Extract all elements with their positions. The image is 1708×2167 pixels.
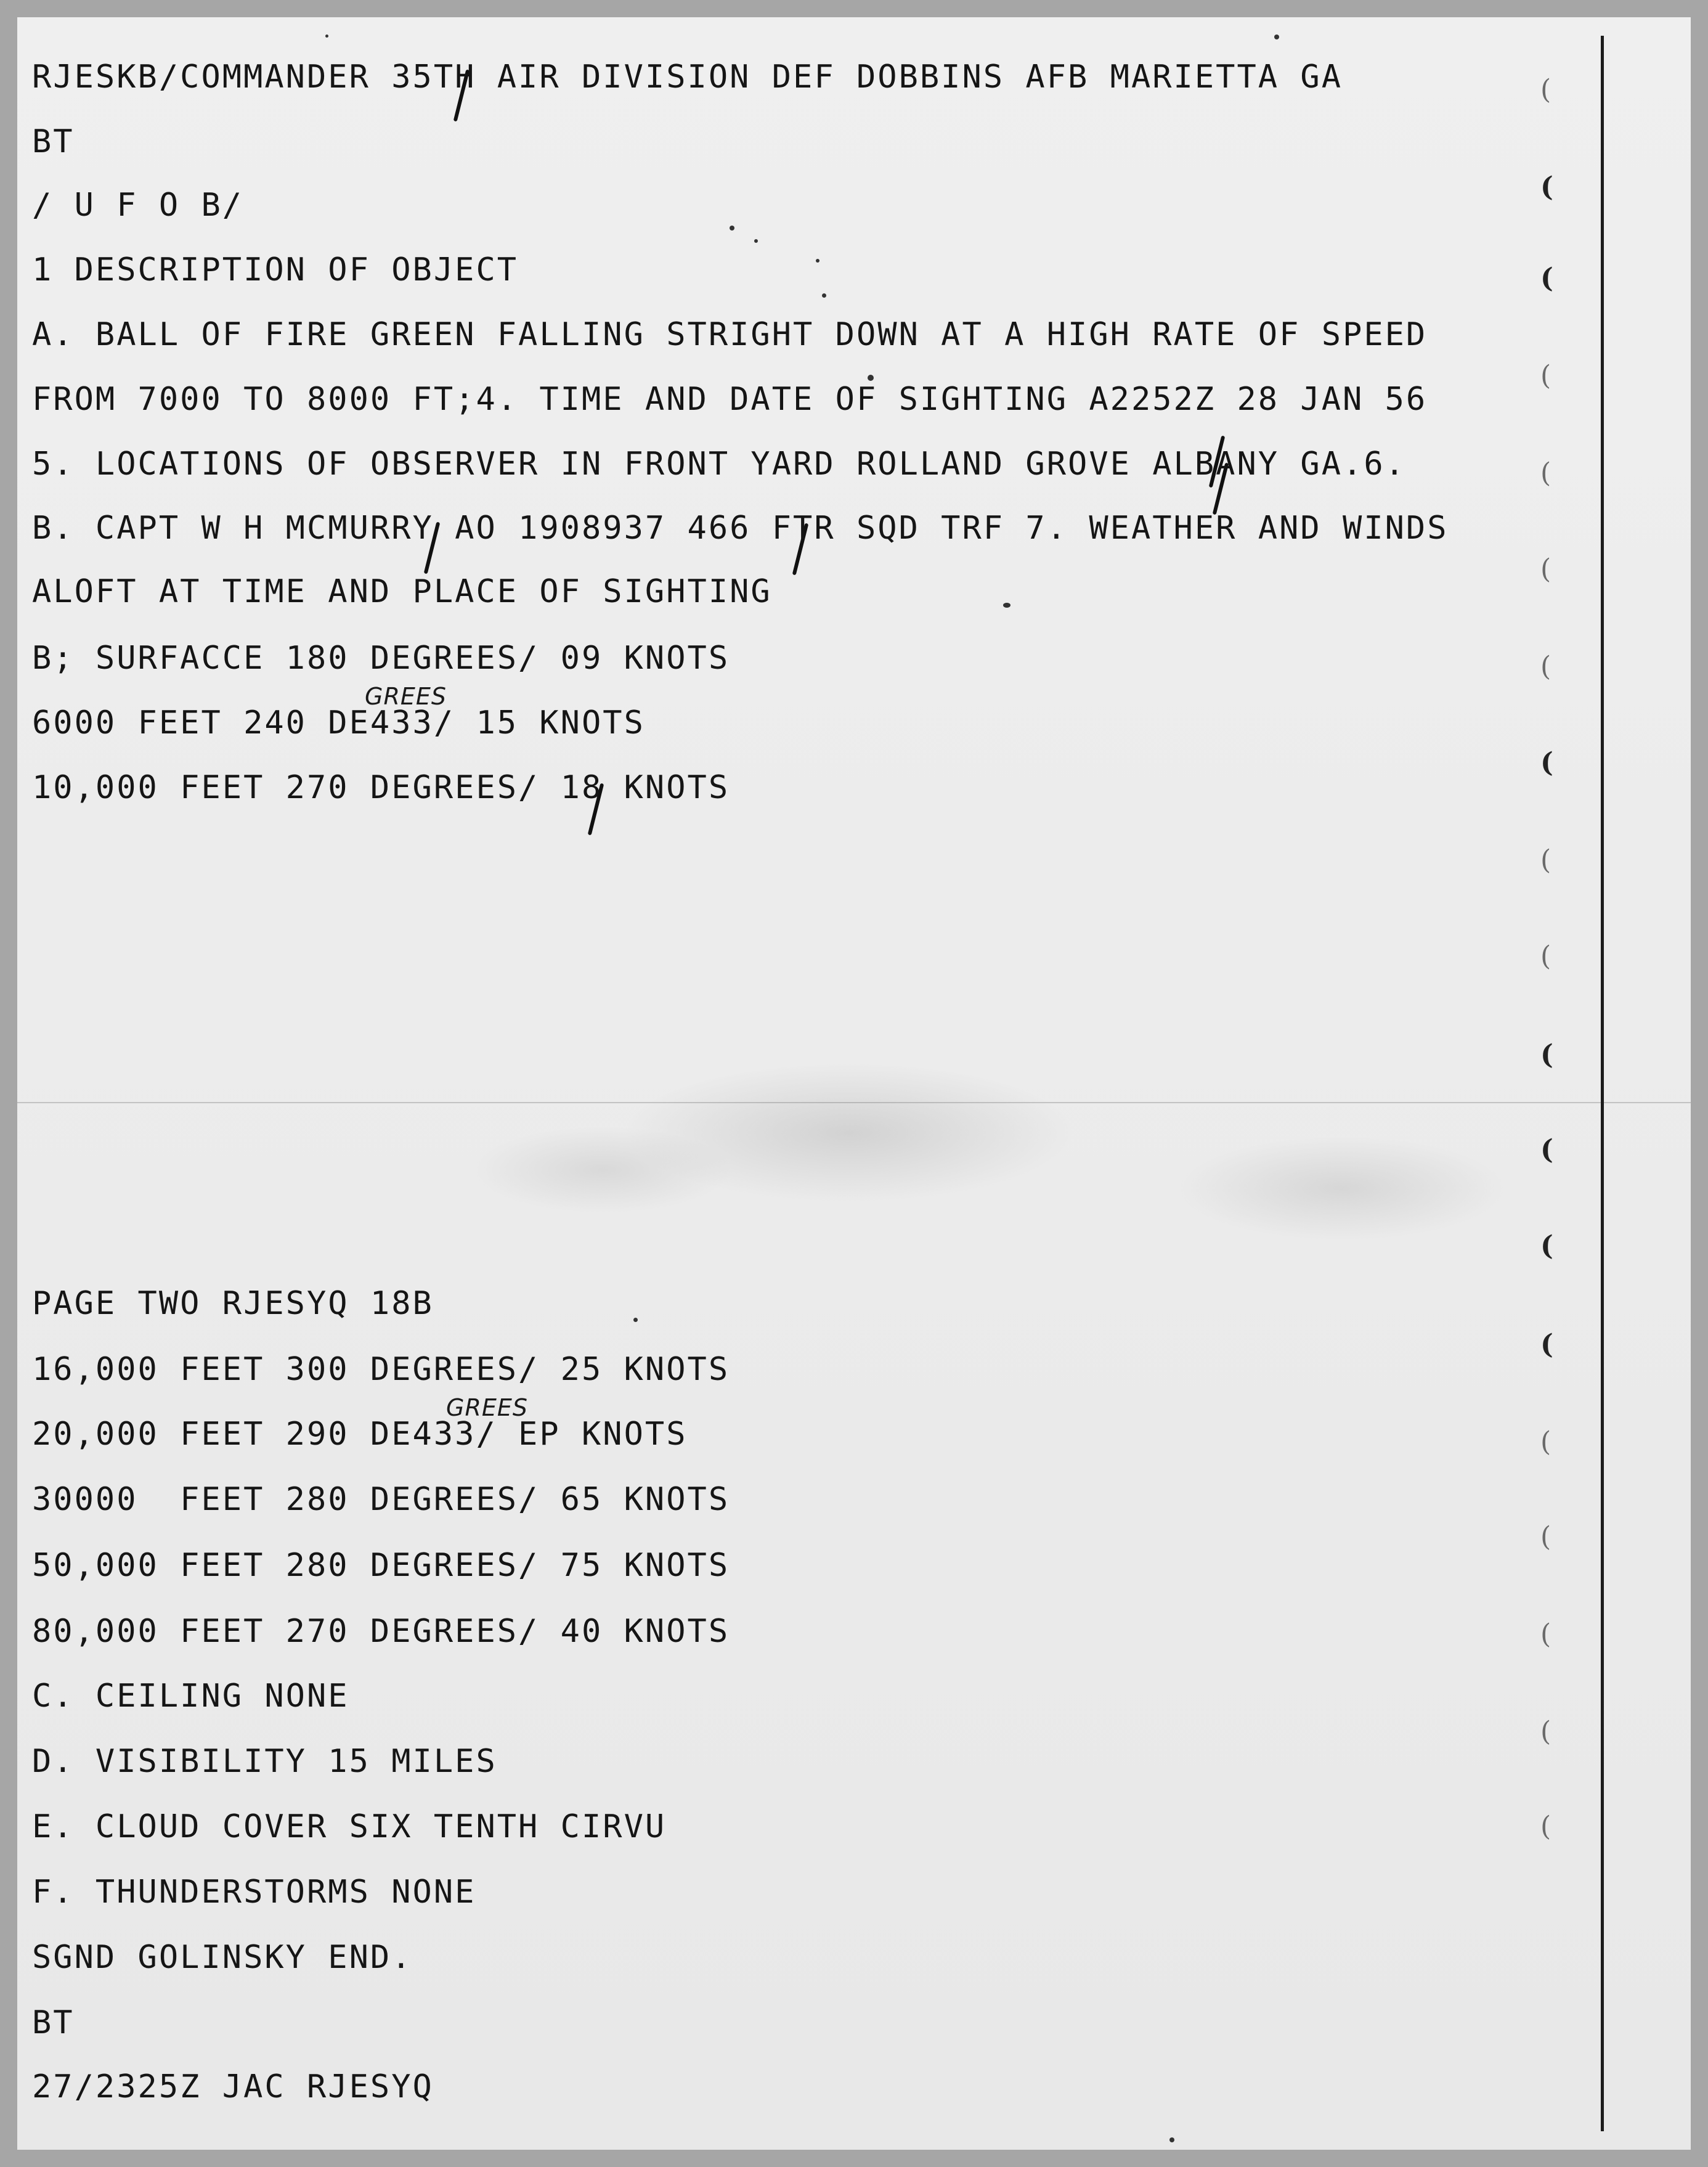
margin-tick: ( [1540, 171, 1553, 203]
signature-line: SGND GOLINSKY END. [32, 1939, 413, 1976]
margin-tick: ( [1540, 1329, 1553, 1360]
body-line: 20,000 FEET 290 DE433/ EP KNOTS [32, 1416, 688, 1453]
body-line: ALOFT AT TIME AND PLACE OF SIGHTING [32, 573, 772, 610]
body-line: 16,000 FEET 300 DEGREES/ 25 KNOTS [32, 1351, 730, 1388]
margin-tick: ( [1540, 651, 1551, 682]
margin-tick: ( [1540, 844, 1551, 876]
margin-tick: ( [1540, 1039, 1553, 1071]
handwritten-correction: GREES [365, 683, 447, 710]
break-marker: BT [32, 123, 75, 160]
margin-tick: ( [1540, 263, 1553, 294]
body-line: 30000 FEET 280 DEGREES/ 65 KNOTS [32, 1481, 730, 1518]
body-line: F. THUNDERSTORMS NONE [32, 1874, 476, 1911]
margin-tick: ( [1540, 941, 1551, 972]
margin-rule [1601, 36, 1604, 2131]
margin-tick: ( [1540, 553, 1551, 585]
body-line: D. VISIBILITY 15 MILES [32, 1743, 497, 1780]
body-line: B; SURFACCE 180 DEGREES/ 09 KNOTS [32, 640, 730, 677]
break-marker: BT [32, 2004, 75, 2041]
body-line: B. CAPT W H MCMURRY AO 1908937 466 FTR SQD TRF 7. WEATHER AND WINDS [32, 510, 1449, 547]
body-line: C. CEILING NONE [32, 1678, 349, 1715]
message-footer: 27/2325Z JAC RJESYQ [32, 2068, 434, 2105]
margin-tick: ( [1540, 747, 1553, 778]
message-body [32, 0, 1511, 2167]
body-line: 80,000 FEET 270 DEGREES/ 40 KNOTS [32, 1613, 730, 1650]
margin-tick: ( [1540, 1134, 1553, 1165]
margin-tick: ( [1540, 1618, 1551, 1650]
body-line: A. BALL OF FIRE GREEN FALLING STRIGHT DOWN AT A HIGH RATE OF SPEED [32, 316, 1428, 353]
margin-tick: ( [1540, 74, 1551, 105]
header-routing-line: RJESKB/COMMANDER 35TH AIR DIVISION DEF DOBBINS AFB MARIETTA GA [32, 59, 1343, 96]
body-line: 5. LOCATIONS OF OBSERVER IN FRONT YARD ROLLAND GROVE ALBANY GA.6. [32, 446, 1406, 483]
handwritten-correction: GREES [446, 1394, 528, 1421]
margin-tick: ( [1540, 457, 1551, 489]
margin-tick: ( [1540, 1230, 1553, 1262]
body-line: 50,000 FEET 280 DEGREES/ 75 KNOTS [32, 1547, 730, 1584]
body-line: 6000 FEET 240 DE433/ 15 KNOTS [32, 704, 645, 741]
margin-tick: ( [1540, 1426, 1551, 1458]
body-line: E. CLOUD COVER SIX TENTH CIRVU [32, 1808, 667, 1845]
margin-tick: ( [1540, 1811, 1551, 1842]
page-two-header: PAGE TWO RJESYQ 18B [32, 1285, 434, 1322]
body-line: 10,000 FEET 270 DEGREES/ 18 KNOTS [32, 769, 730, 806]
body-line: FROM 7000 TO 8000 FT;4. TIME AND DATE OF SIGHTING A2252Z 28 JAN 56 [32, 381, 1428, 418]
subject-line: / U F O B/ [32, 187, 244, 224]
margin-tick: ( [1540, 1716, 1551, 1747]
margin-tick: ( [1540, 360, 1551, 391]
section-heading: 1 DESCRIPTION OF OBJECT [32, 251, 519, 288]
margin-tick: ( [1540, 1521, 1551, 1553]
